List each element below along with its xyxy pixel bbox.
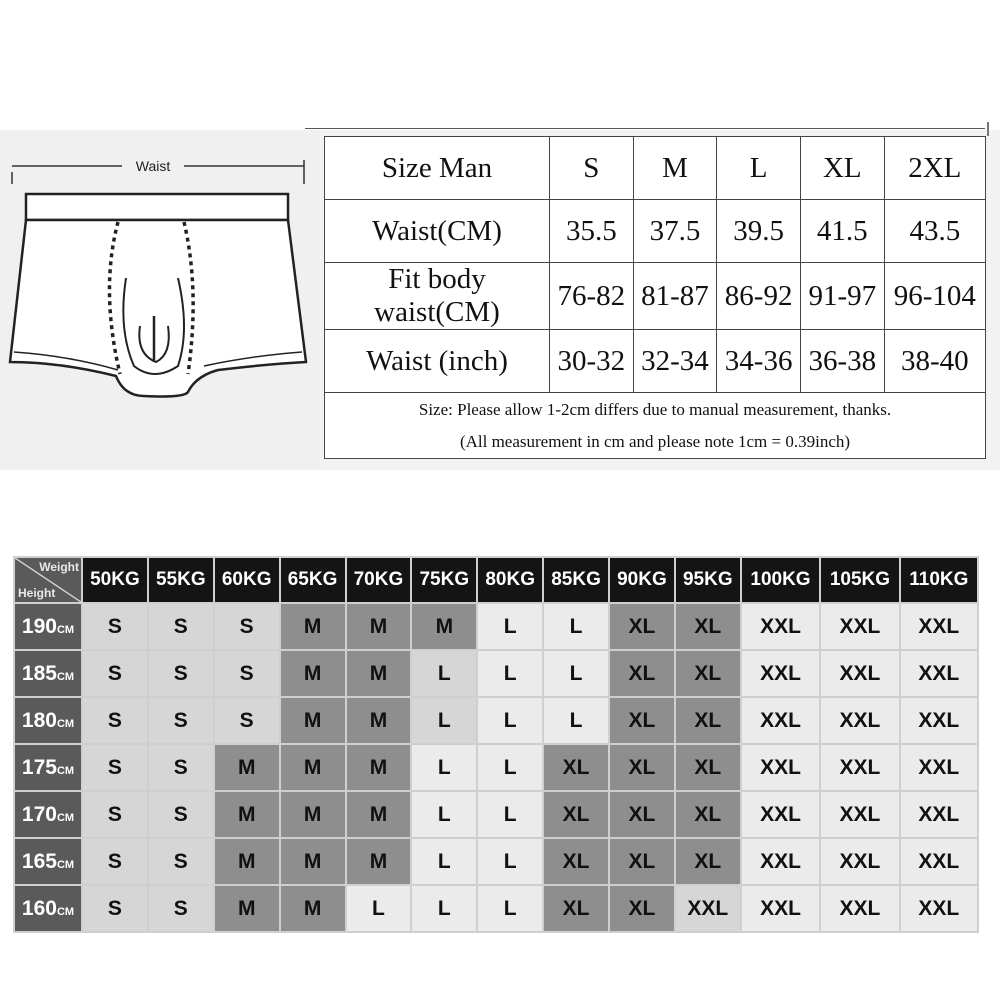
size-note-line: Size: Please allow 1-2cm differs due to manual measurement, thanks.	[418, 399, 892, 419]
size-note-line: (All measurement in cm and please note 1cm = 0.39inch)	[459, 431, 851, 451]
size-cell: 32-34	[633, 330, 717, 393]
size-recommendation-cell: M	[281, 698, 345, 743]
boxer-brief-illustration	[0, 130, 320, 470]
size-row-waist-inch	[325, 330, 986, 393]
size-recommendation-cell: M	[347, 839, 411, 884]
size-recommendation-cell: M	[281, 792, 345, 837]
size-recommendation-cell: S	[215, 604, 279, 649]
size-row-label: Waist(CM)	[325, 200, 550, 263]
size-header-row	[325, 137, 986, 200]
size-recommendation-cell: M	[215, 792, 279, 837]
weight-header: 75KG	[412, 558, 476, 602]
size-recommendation-cell: XL	[610, 698, 674, 743]
size-recommendation-cell: S	[83, 886, 147, 931]
size-recommendation-cell: XXL	[742, 651, 819, 696]
size-header-cell: M	[633, 137, 717, 200]
size-recommendation-cell: M	[347, 651, 411, 696]
size-recommendation-cell: XXL	[821, 839, 898, 884]
size-recommendation-cell: M	[412, 604, 476, 649]
size-recommendation-cell: XXL	[742, 745, 819, 790]
height-header	[15, 698, 81, 743]
height-unit: CM	[56, 670, 75, 683]
size-cell: 37.5	[633, 200, 717, 263]
size-recommendation-cell: L	[412, 839, 476, 884]
size-recommendation-cell: M	[347, 792, 411, 837]
size-recommendation-cell: M	[215, 745, 279, 790]
size-recommendation-cell: M	[281, 839, 345, 884]
size-recommendation-cell: L	[412, 745, 476, 790]
size-recommendation-cell: XL	[610, 839, 674, 884]
size-recommendation-cell: S	[149, 651, 213, 696]
size-recommendation-cell: M	[347, 745, 411, 790]
size-recommendation-cell: M	[347, 604, 411, 649]
size-cell: 38-40	[884, 330, 985, 393]
chart-body	[15, 604, 977, 931]
size-recommendation-cell: S	[83, 604, 147, 649]
size-header-cell: XL	[800, 137, 884, 200]
height-row	[15, 839, 977, 884]
size-recommendation-cell: XL	[610, 604, 674, 649]
size-cell: 36-38	[800, 330, 884, 393]
size-recommendation-cell: XXL	[742, 604, 819, 649]
height-row	[15, 745, 977, 790]
size-recommendation-cell: XXL	[742, 886, 819, 931]
corner-height-label: Height	[18, 586, 56, 600]
size-recommendation-cell: XL	[676, 792, 740, 837]
size-recommendation-cell: XL	[676, 745, 740, 790]
size-recommendation-cell: M	[281, 745, 345, 790]
size-cell: 91-97	[800, 263, 884, 330]
size-cell: 30-32	[550, 330, 634, 393]
height-header	[15, 886, 81, 931]
weight-header-row	[15, 558, 977, 602]
height-header	[15, 839, 81, 884]
size-recommendation-cell: XL	[610, 886, 674, 931]
size-recommendation-cell: XL	[676, 839, 740, 884]
size-recommendation-cell: L	[478, 886, 542, 931]
size-recommendation-cell: S	[83, 698, 147, 743]
size-recommendation-cell: S	[83, 651, 147, 696]
weight-header: 95KG	[676, 558, 740, 602]
height-unit: CM	[56, 623, 75, 636]
size-cell: 96-104	[884, 263, 985, 330]
size-recommendation-cell: L	[412, 886, 476, 931]
weight-header: 90KG	[610, 558, 674, 602]
size-recommendation-cell: XXL	[901, 886, 977, 931]
size-row-label: Fit body waist(CM)	[325, 263, 550, 330]
height-value: 160	[21, 896, 57, 920]
size-recommendation-cell: XL	[676, 604, 740, 649]
size-recommendation-cell: S	[149, 792, 213, 837]
size-recommendation-cell: S	[149, 698, 213, 743]
size-recommendation-cell: L	[347, 886, 411, 931]
size-recommendation-cell: XXL	[901, 839, 977, 884]
size-recommendation-cell: M	[215, 886, 279, 931]
weight-header: 80KG	[478, 558, 542, 602]
size-cell: 39.5	[717, 200, 801, 263]
size-recommendation-cell: L	[544, 604, 608, 649]
size-recommendation-cell: L	[478, 745, 542, 790]
weight-header: 60KG	[215, 558, 279, 602]
size-recommendation-cell: XXL	[901, 698, 977, 743]
size-recommendation-cell: S	[83, 792, 147, 837]
size-cell: 35.5	[550, 200, 634, 263]
size-note-row	[325, 393, 986, 459]
weight-header: 100KG	[742, 558, 819, 602]
size-recommendation-cell: S	[149, 745, 213, 790]
height-value: 190	[21, 614, 57, 638]
size-recommendation-cell: XL	[544, 792, 608, 837]
height-unit: CM	[56, 811, 75, 824]
height-unit: CM	[56, 905, 75, 918]
size-recommendation-cell: M	[347, 698, 411, 743]
size-recommendation-cell: M	[281, 886, 345, 931]
size-recommendation-cell: XXL	[821, 792, 898, 837]
height-header	[15, 792, 81, 837]
size-recommendation-cell: S	[149, 604, 213, 649]
size-recommendation-cell: XL	[610, 792, 674, 837]
height-value: 175	[21, 755, 57, 779]
size-recommendation-cell: XXL	[901, 604, 977, 649]
height-value: 185	[21, 661, 57, 685]
rule-tick	[987, 122, 989, 136]
weight-header: 110KG	[901, 558, 977, 602]
size-recommendation-cell: L	[544, 698, 608, 743]
size-recommendation-cell: XL	[544, 745, 608, 790]
size-recommendation-cell: XL	[544, 886, 608, 931]
height-row	[15, 698, 977, 743]
weight-header: 55KG	[149, 558, 213, 602]
size-recommendation-cell: XXL	[821, 886, 898, 931]
size-recommendation-cell: M	[215, 839, 279, 884]
size-recommendation-cell: S	[83, 745, 147, 790]
size-recommendation-cell: M	[281, 604, 345, 649]
waist-label: Waist	[135, 158, 171, 174]
size-recommendation-cell: XXL	[901, 792, 977, 837]
size-row-label: Waist (inch)	[325, 330, 550, 393]
size-recommendation-cell: S	[83, 839, 147, 884]
size-recommendation-cell: XXL	[821, 604, 898, 649]
size-recommendation-cell: S	[215, 698, 279, 743]
size-cell: 41.5	[800, 200, 884, 263]
weight-header: 70KG	[347, 558, 411, 602]
height-value: 170	[21, 802, 57, 826]
size-header-cell: S	[550, 137, 634, 200]
height-header	[15, 651, 81, 696]
size-recommendation-cell: XXL	[901, 745, 977, 790]
size-recommendation-cell: S	[149, 839, 213, 884]
size-recommendation-cell: L	[412, 792, 476, 837]
height-row	[15, 792, 977, 837]
weight-header: 65KG	[281, 558, 345, 602]
height-unit: CM	[56, 858, 75, 871]
size-cell: 76-82	[550, 263, 634, 330]
size-cell: 86-92	[717, 263, 801, 330]
height-unit: CM	[56, 717, 75, 730]
size-recommendation-cell: XXL	[742, 839, 819, 884]
size-recommendation-cell: L	[412, 651, 476, 696]
boxer-diagram	[0, 130, 320, 470]
size-row-fit-body-waist	[325, 263, 986, 330]
top-rule	[305, 128, 985, 129]
size-row-waist-cm	[325, 200, 986, 263]
size-recommendation-cell: L	[478, 698, 542, 743]
size-cell: 43.5	[884, 200, 985, 263]
size-recommendation-cell: L	[478, 839, 542, 884]
size-recommendation-cell: XXL	[821, 698, 898, 743]
height-header	[15, 745, 81, 790]
chart-corner	[15, 558, 81, 602]
weight-height-chart	[13, 556, 979, 933]
size-recommendation-cell: XL	[610, 745, 674, 790]
size-cell: 81-87	[633, 263, 717, 330]
size-recommendation-cell: M	[281, 651, 345, 696]
size-recommendation-cell: L	[478, 604, 542, 649]
size-recommendation-cell: L	[478, 792, 542, 837]
size-recommendation-cell: XXL	[821, 745, 898, 790]
size-note	[325, 393, 986, 459]
size-header-cell: 2XL	[884, 137, 985, 200]
size-recommendation-cell: XL	[610, 651, 674, 696]
size-recommendation-cell: XXL	[821, 651, 898, 696]
height-value: 180	[21, 708, 57, 732]
size-header-cell: L	[717, 137, 801, 200]
height-value: 165	[21, 849, 57, 873]
size-recommendation-cell: XXL	[742, 792, 819, 837]
size-recommendation-cell: XXL	[676, 886, 740, 931]
size-recommendation-cell: XL	[676, 651, 740, 696]
size-cell: 34-36	[717, 330, 801, 393]
size-recommendation-cell: XL	[544, 839, 608, 884]
size-recommendation-cell: XXL	[901, 651, 977, 696]
size-recommendation-cell: XL	[676, 698, 740, 743]
weight-header: 105KG	[821, 558, 898, 602]
weight-header: 85KG	[544, 558, 608, 602]
height-row	[15, 651, 977, 696]
size-table	[324, 136, 986, 459]
size-recommendation-cell: L	[478, 651, 542, 696]
size-recommendation-cell: S	[215, 651, 279, 696]
corner-weight-label: Weight	[39, 560, 79, 574]
size-recommendation-cell: S	[149, 886, 213, 931]
height-unit: CM	[56, 764, 75, 777]
size-recommendation-cell: L	[544, 651, 608, 696]
weight-header: 50KG	[83, 558, 147, 602]
height-row	[15, 886, 977, 931]
size-header-cell: Size Man	[325, 137, 550, 200]
size-recommendation-cell: XXL	[742, 698, 819, 743]
height-header	[15, 604, 81, 649]
size-recommendation-cell: L	[412, 698, 476, 743]
height-row	[15, 604, 977, 649]
